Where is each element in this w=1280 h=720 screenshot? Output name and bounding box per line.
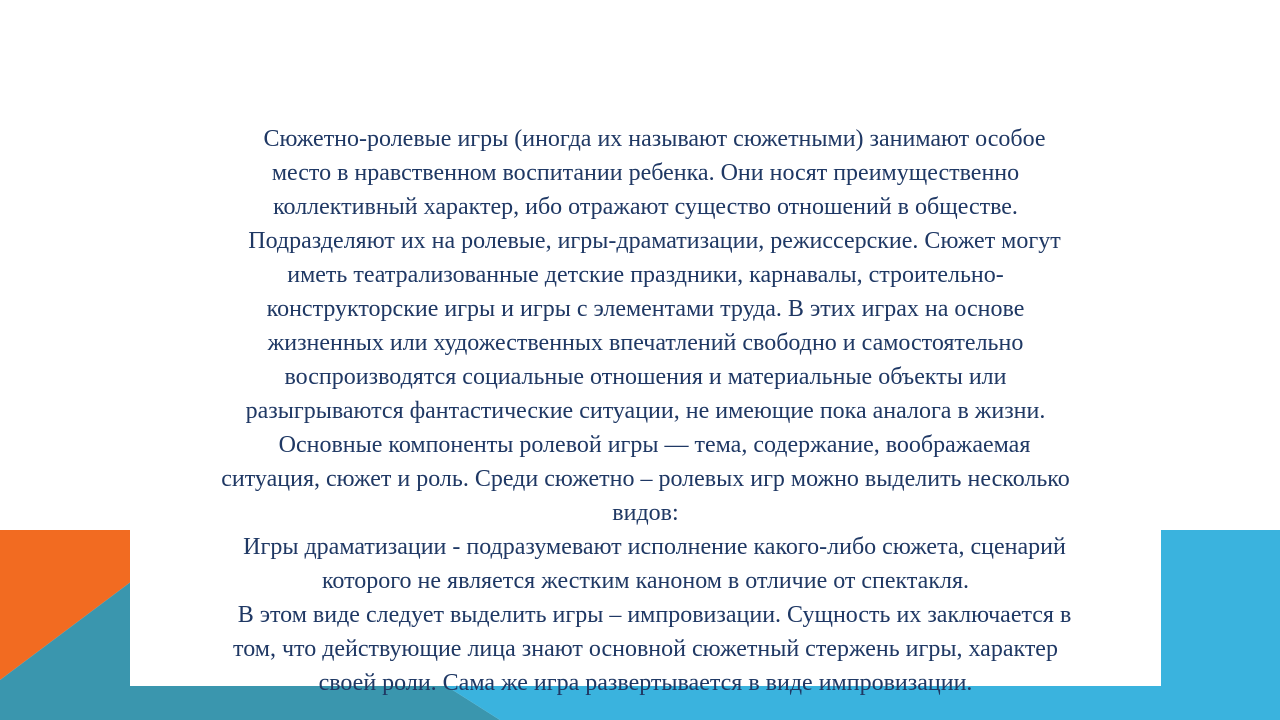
text-line: том, что действующие лица знают основной сюжетный стержень игры, характер	[233, 636, 1058, 662]
text-line: Игры драматизации - подразумевают исполнение какого-либо сюжета, сценарий	[225, 534, 1066, 560]
text-line: коллективный характер, ибо отражают существо отношений в обществе.	[273, 194, 1018, 220]
text-line: В этом виде следует выделить игры – импровизации. Сущность их заключается в	[219, 602, 1072, 628]
text-line: иметь театрализованные детские праздники, карнавалы, строительно-	[287, 262, 1004, 288]
text-line: Основные компоненты ролевой игры — тема, содержание, воображаемая	[260, 432, 1031, 458]
text-line: конструкторские игры и игры с элементами труда. В этих играх на основе	[266, 296, 1025, 322]
text-line: своей роли. Сама же игра развертывается в виде импровизации.	[318, 670, 973, 696]
text-line: Сюжетно-ролевые игры (иногда их называют сюжетными) занимают особое	[245, 126, 1046, 152]
body-text	[130, 122, 1161, 700]
text-line: которого не является жестким каноном в отличие от спектакля.	[321, 568, 969, 594]
text-line: Подразделяют их на ролевые, игры-драматизации, режиссерские. Сюжет могут	[230, 228, 1061, 254]
text-line: воспроизводятся социальные отношения и материальные объекты или	[284, 364, 1007, 390]
text-line: видов:	[612, 500, 679, 526]
text-card	[130, 40, 1161, 696]
text-line: место в нравственном воспитании ребенка. Они носят преимущественно	[271, 160, 1020, 186]
text-line: разыгрываются фантастические ситуации, не имеющие пока аналога в жизни.	[245, 398, 1046, 424]
text-line: жизненных или художественных впечатлений свободно и самостоятельно	[267, 330, 1024, 356]
text-line: ситуация, сюжет и роль. Среди сюжетно – ролевых игр можно выделить несколько	[221, 466, 1070, 492]
